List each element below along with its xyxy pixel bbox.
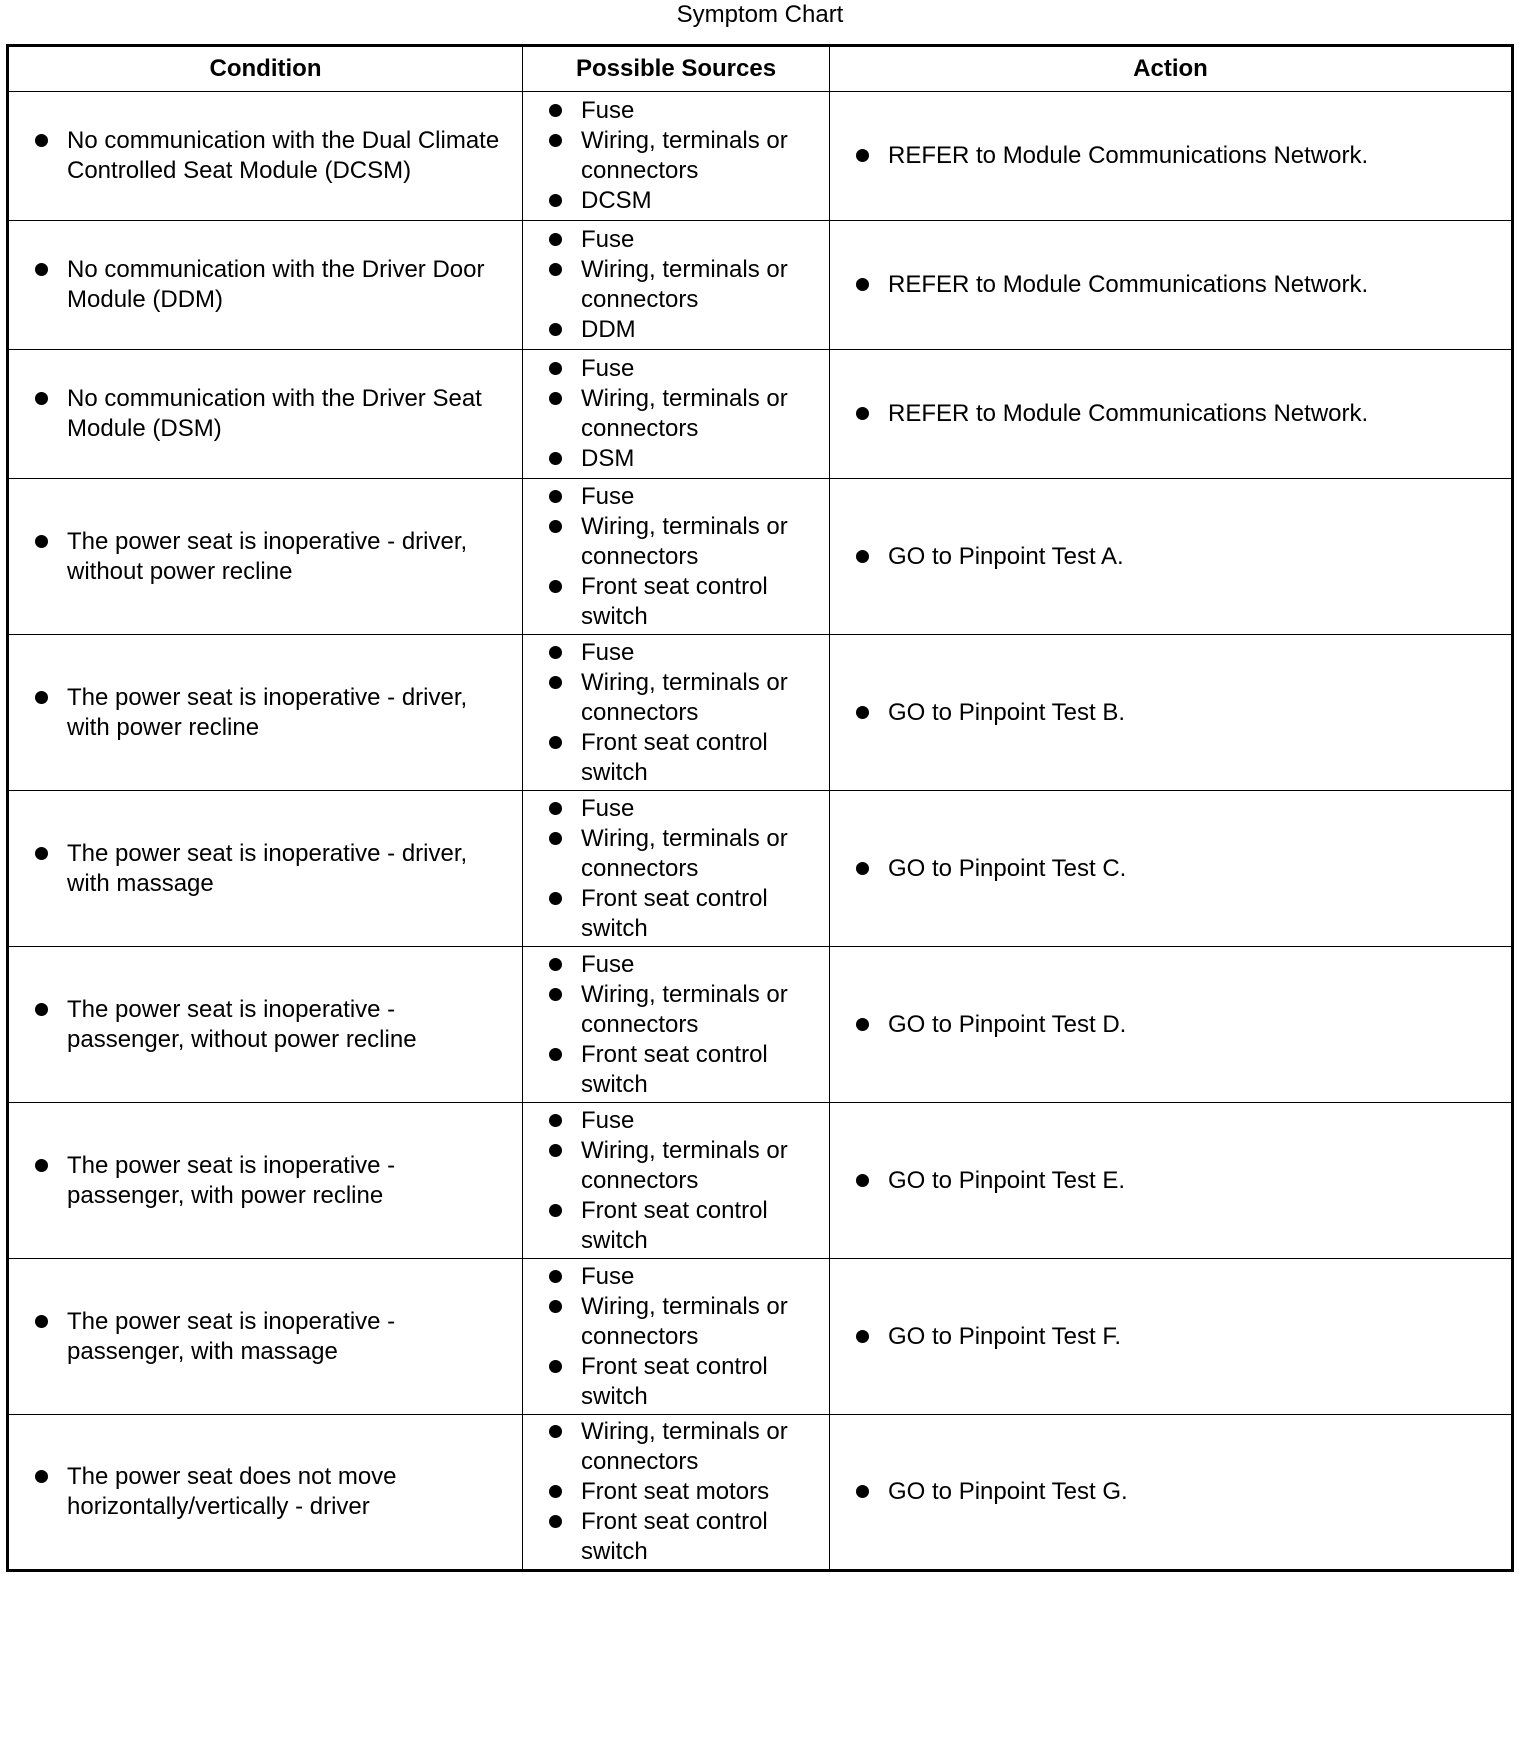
source-item: Fuse <box>523 794 829 824</box>
source-item: Front seat motors <box>523 1477 829 1507</box>
possible-sources-cell <box>523 479 830 635</box>
condition-text: The power seat is inoperative - passenger, without power recline <box>9 995 522 1055</box>
possible-sources-cell <box>523 635 830 791</box>
possible-sources-cell <box>523 947 830 1103</box>
condition-text: No communication with the Dual Climate Controlled Seat Module (DCSM) <box>9 126 522 186</box>
source-item: Wiring, terminals or connectors <box>523 1292 829 1352</box>
action-cell <box>830 1415 1513 1571</box>
action-cell <box>830 791 1513 947</box>
source-item: Front seat control switch <box>523 1507 829 1567</box>
condition-cell <box>8 221 523 350</box>
source-item: Wiring, terminals or connectors <box>523 668 829 728</box>
table-row <box>8 1415 1513 1571</box>
action-cell <box>830 635 1513 791</box>
condition-cell <box>8 92 523 221</box>
condition-text: The power seat does not move horizontally/vertically - driver <box>9 1462 522 1522</box>
source-item: Wiring, terminals or connectors <box>523 255 829 315</box>
header-action: Action <box>830 46 1513 92</box>
condition-cell <box>8 1415 523 1571</box>
possible-sources-cell <box>523 350 830 479</box>
action-text: GO to Pinpoint Test G. <box>830 1477 1511 1507</box>
source-item: Front seat control switch <box>523 1196 829 1256</box>
action-text: REFER to Module Communications Network. <box>830 141 1511 171</box>
condition-text: The power seat is inoperative - passenger, with power recline <box>9 1151 522 1211</box>
action-text: REFER to Module Communications Network. <box>830 270 1511 300</box>
table-row <box>8 635 1513 791</box>
action-text: REFER to Module Communications Network. <box>830 399 1511 429</box>
source-item: Front seat control switch <box>523 1352 829 1412</box>
action-cell <box>830 1259 1513 1415</box>
symptom-chart-table <box>6 44 1514 1572</box>
possible-sources-cell <box>523 92 830 221</box>
condition-cell <box>8 791 523 947</box>
action-cell <box>830 221 1513 350</box>
source-item: DDM <box>523 315 829 345</box>
source-item: Wiring, terminals or connectors <box>523 1417 829 1477</box>
possible-sources-cell <box>523 1415 830 1571</box>
source-item: Wiring, terminals or connectors <box>523 980 829 1040</box>
action-text: GO to Pinpoint Test D. <box>830 1010 1511 1040</box>
source-item: Wiring, terminals or connectors <box>523 126 829 186</box>
action-cell <box>830 479 1513 635</box>
table-row <box>8 791 1513 947</box>
source-item: Front seat control switch <box>523 884 829 944</box>
source-item: Fuse <box>523 1262 829 1292</box>
condition-cell <box>8 1259 523 1415</box>
chart-body <box>8 92 1513 1571</box>
source-item: Front seat control switch <box>523 1040 829 1100</box>
condition-text: The power seat is inoperative - driver, without power recline <box>9 527 522 587</box>
action-text: GO to Pinpoint Test C. <box>830 854 1511 884</box>
source-item: Fuse <box>523 96 829 126</box>
condition-cell <box>8 350 523 479</box>
action-text: GO to Pinpoint Test A. <box>830 542 1511 572</box>
action-text: GO to Pinpoint Test F. <box>830 1322 1511 1352</box>
action-cell <box>830 947 1513 1103</box>
action-text: GO to Pinpoint Test E. <box>830 1166 1511 1196</box>
action-cell <box>830 92 1513 221</box>
source-item: Fuse <box>523 1106 829 1136</box>
source-item: Fuse <box>523 225 829 255</box>
source-item: DCSM <box>523 186 829 216</box>
condition-text: No communication with the Driver Seat Module (DSM) <box>9 384 522 444</box>
table-row <box>8 1259 1513 1415</box>
source-item: Fuse <box>523 354 829 384</box>
condition-text: No communication with the Driver Door Module (DDM) <box>9 255 522 315</box>
table-row <box>8 221 1513 350</box>
condition-cell <box>8 479 523 635</box>
condition-text: The power seat is inoperative - driver, with massage <box>9 839 522 899</box>
action-cell <box>830 350 1513 479</box>
condition-cell <box>8 635 523 791</box>
source-item: DSM <box>523 444 829 474</box>
source-item: Wiring, terminals or connectors <box>523 824 829 884</box>
condition-cell <box>8 947 523 1103</box>
header-possible-sources: Possible Sources <box>523 46 830 92</box>
possible-sources-cell <box>523 221 830 350</box>
action-cell <box>830 1103 1513 1259</box>
source-item: Front seat control switch <box>523 728 829 788</box>
table-row <box>8 92 1513 221</box>
table-row <box>8 1103 1513 1259</box>
source-item: Wiring, terminals or connectors <box>523 512 829 572</box>
table-row <box>8 947 1513 1103</box>
source-item: Wiring, terminals or connectors <box>523 384 829 444</box>
table-row <box>8 350 1513 479</box>
source-item: Fuse <box>523 482 829 512</box>
possible-sources-cell <box>523 1259 830 1415</box>
action-text: GO to Pinpoint Test B. <box>830 698 1511 728</box>
source-item: Fuse <box>523 950 829 980</box>
header-condition: Condition <box>8 46 523 92</box>
chart-caption: Symptom Chart <box>676 1 844 28</box>
condition-text: The power seat is inoperative - driver, with power recline <box>9 683 522 743</box>
condition-text: The power seat is inoperative - passenger, with massage <box>9 1307 522 1367</box>
source-item: Fuse <box>523 638 829 668</box>
source-item: Wiring, terminals or connectors <box>523 1136 829 1196</box>
condition-cell <box>8 1103 523 1259</box>
source-item: Front seat control switch <box>523 572 829 632</box>
header-row <box>8 46 1513 92</box>
possible-sources-cell <box>523 1103 830 1259</box>
possible-sources-cell <box>523 791 830 947</box>
table-row <box>8 479 1513 635</box>
